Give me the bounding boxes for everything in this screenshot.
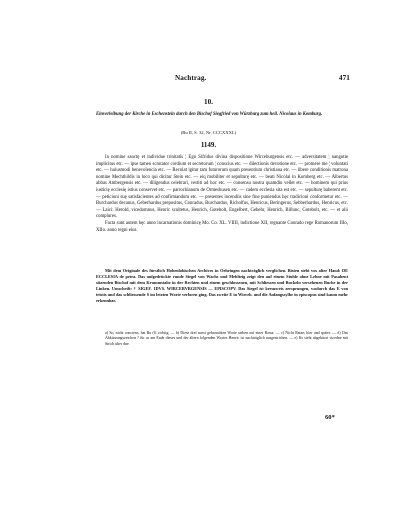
charter-paragraph: In nomine sanctę et individue trinitatis ¦ Ego Sifridus divina dispositione Wirceburgensis etc. — adversitatem ¦ nangotie implicitus etc. — ipse tamen scrutator cordium et secretorum ¦ conscius etc. — dilectionis devotione etc. — promere me ¦ voluntati etc. — huiusmodi benevolencia etc. — Recolat igitur tam futurorum quam presentium christiana etc. — libere conditionis matrona nomine Mechthildis in loco qui dicitur Stein etc. — eiq mobiliter et sepulturę etc. — beati Nicolai in Komberg etc. — Albertus abbas Ambergensis etc. — diligendus celebrari, vestiti ad hoc etc. — consensu nostra quamdiu vellet etc. — hominem qui prius iusticię ecclesię istius conservet etc. — parrochianum de Ormeshusen etc. — cadem ecclesia sita est etc. — sepulturę baberent etc. — peticioni suę satisfacientes ad confirmandum etc. — presentes incendiis sine fine puniendus hęc tradicioni conformetur etc. — Burchardus decanus, Geberhardus prepositus, Conradus, Burchardus, Richolfus, Henricus, Beringerus, Sebberhardus, Henricus, etc. — Laici: Herold, vicedomnus, Henric scultetus, Henrich, Gotebolt, Engelbert, Gebehr, Henrich, Billunc, Gotebolt, etc. — et alii complures. <box>96 155 348 220</box>
page-number: 471 <box>338 74 350 82</box>
editorial-note <box>96 268 348 305</box>
charter-paragraph: Facta sunt autem hęc anno incarnationis dominicę Mo. Co. XL. VIIII, indictione XII, regnante Conrado rege Romanorum IIIo, XIIo. anno regni eius. <box>96 220 348 233</box>
charter-text <box>96 155 348 234</box>
editorial-note-text: Mit dem Originale des fürstlich Hohenlohischen Archives in Oehringen nachträglich verglichen. Bisten siebt vos alter Hand: DE ECCLESIA de petra. Das aufgedrückte runde Siegel von Wachs und Mehlteig zeigt den auf einem Stuhle ohne Lehne mit Pasabent sitzenden Bischof mit dem Krummstabe in der Rechten und einem geschlossenen, mit Schliessen und Buckeln versehenen Buche in der Linken. Umschrift: † SIGEF. 1DVS. WIRCEBVRGENSIS — EPISCOPV. Das Siegel ist kreuzweis zersprungen, wodurch das E von tristis und das schliessende S im letzten Worte verloren ging. Das zweite E in Wirceb. und die Anfangssylbe in episcopus sind kaum mehr erkennbar. <box>96 268 348 304</box>
document-year: 1149. <box>200 141 217 149</box>
footnotes <box>96 331 348 347</box>
page-header <box>175 74 350 82</box>
footnote: a) So, nicht conciens, hat Bu (S. richtig. — b) Diese drei sonst gebrauchten Worte stehen auf einer Rasur. — c) Nicht Ratae; hier und später. — d) Das Abkürzungszeichen ? für ur am Ende dieses und der ältern folgenden Wortes Henric ist nachträglich ausgestrichen. — e) Ks sieht abgekürzt vicedne mit Strich über dne. <box>105 331 348 346</box>
sheet-signature: 60* <box>325 414 335 421</box>
source-reference: (Bu II, S. 32, Nr. CCCXXXL) <box>180 130 237 135</box>
running-title: Nachtrag. <box>175 74 207 82</box>
document-number: 10. <box>204 98 213 106</box>
document-heading: Einverleibung der Kirche in Eschenstein durch den Bischof Siegfried von Würzburg zum heil. Nicolaus in Komburg. <box>96 112 323 117</box>
